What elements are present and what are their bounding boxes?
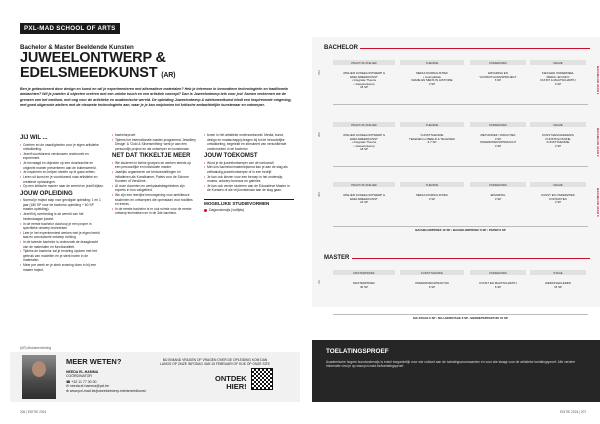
column-header: THEORIE [425, 61, 439, 65]
year-label: 1BA [318, 70, 321, 75]
list-col3-top [204, 133, 294, 151]
list-item: • We zijn een leerrijke leeromgeving voor ambitieuze studenten en ontwerpers die openstaan voor tradities en trends. [112, 193, 196, 207]
course-cell: ERVARING EN VOORUITGANGSPROJECT 6 SP [479, 71, 517, 83]
studievorm-item: Dagonderwijs (voltijds) [204, 208, 294, 213]
heading-tikkeltje-meer: NET DAT TIKKELTJE MEER [112, 153, 191, 160]
row-divider [333, 166, 588, 167]
ontdek-callout: ONTDEK HIER! [215, 374, 247, 391]
intro-paragraph: Ben je gefascineerd door design en kunst en wil je experimenteren met alternatieve materialen? Heb je interesse in innovatieve technologieën en traditionele ambachten? Wil je juwelen & objecten creëren met een unieke touch en een artistiek concept? Dan is Juweelontwerp iets voor jou! Samen verkennen we de grenzen van het medium, met oog voor de artistieke en academische wereld. De opleiding Juweelontwerp & edelsmeedkunst biedt een inspirerende omgeving, met goed uitgeruste ateliers met de nieuwste technologieën aan, waar je je kan ontplooien tot kritische ambachtelijke kunstenaar en ontwerper. [20, 87, 292, 107]
course-cell: MASTERPROEF 30 SP [352, 281, 375, 289]
column-header: PRAKTIJK ATELIER [351, 183, 377, 187]
bachelor-rule [360, 48, 590, 49]
contact-website[interactable]: ⊕ www.pxl-mad.be/juweelontwerp-edelsmeedkunst [66, 388, 146, 393]
column-header: STAGE [553, 271, 563, 275]
list-item: • Je bevraagd en objecten op een doorbrachte en originele manier presenteren aan de buitenwereld. [20, 161, 104, 170]
row-divider [333, 314, 588, 315]
master-rule [352, 258, 590, 259]
contact-heading: MEER WETEN? [66, 357, 122, 366]
studievormen-heading: MOGELIJKE STUDIEVORMEN [204, 199, 294, 207]
list-item: • In de eerste bachelor doorloop je een proper in specifieke ontwerp technieken [20, 222, 104, 231]
list-col2-top [112, 133, 196, 151]
column-header: KUNSTTHEORIE [421, 271, 443, 275]
list-item: • Op een kritische manier naar de wereld en jezelf kijken. [20, 184, 104, 189]
list-item: • Al onze docenten en werkplaatsbegeleiders zijn experts in hun vakgebied. [112, 184, 196, 193]
toelating-heading: TOELATINGSPROEF [326, 348, 389, 355]
master-footer: MA-STAGE 6 SP • MA-LEERSTAGE 6 SP • BEROEPSPRAKTIJK 15 SP [413, 316, 508, 320]
avatar [22, 355, 56, 399]
list-item: • Normal je traject stap voor gevolgde opleiding: 1 en 1 jaar (180 SP voor de bachelor-opleiding + 60 SP master-opleiding). [20, 198, 104, 212]
bachelor-heading: BACHELOR [324, 45, 358, 51]
bachelor-footer: BACHELORPROEF 12 SP • BACHELORPROEF 6 SP • PAPER 6 SP [415, 228, 506, 232]
qr-code-icon[interactable] [251, 368, 273, 390]
footnote: (AR) Afstudeerrichting [20, 346, 52, 350]
list-item: • Creëren en de vaardigheden voor je eigen artistieke ontwikkeling. [20, 143, 104, 152]
list-item: • Je kan ook kiezen voor een beroep in het onderwijs, musea, ontwerp bureaus en galeries. [204, 175, 294, 184]
side-label: BACHELOR JAAR 3 [596, 188, 600, 217]
side-label: BACHELOR JAAR 2 [596, 128, 600, 157]
course-cell: ATELIER JUWEELONTWERP & EDELSMEEDKUNST 24 SP [343, 193, 385, 205]
column-2 [112, 133, 196, 216]
contact-role: COÖRDINATOR [66, 374, 92, 379]
column-header: ONDERZOEK [489, 123, 507, 127]
program-overtitle: Bachelor & Master Beeldende Kunsten [20, 44, 134, 51]
list-jouw-toekomst [204, 161, 294, 193]
list-item: • Jezelf voortdurend vernieuwen onderzoek en experiment. [20, 152, 104, 161]
list-item: • bachelorproef. [112, 133, 196, 138]
contact-email[interactable]: ✉ needa.el-hamma@pxl.be [66, 384, 110, 389]
course-cell: ERVARING 3 SP [490, 193, 506, 201]
list-item: • Leer je het experimenteel werken met je eigen beeld taal en conceptuele ontwerp richting [20, 231, 104, 240]
info-text: BIJ IEMAND VRAGEN OF VRAGEN OVER DE OPLEIDING KOM DAN LANGS OP ONZE INFODAG VAN 15 FEBRUARI OF KIJK OP ONZE SITE [160, 358, 270, 367]
course-cell: KIES EEN ONDERDEEL MEDIA- EN INFO KUNST & MAATSCHAPPIJ 3 SP [540, 71, 576, 86]
column-header: ONDERZOEK [489, 183, 507, 187]
list-item: • Jezelf bij overtreding is de wereld van het hedendaagse juweel. [20, 212, 104, 221]
column-3 [204, 133, 294, 213]
course-cell: KUNST EN MAATSCHAPPIJ 6 SP [479, 281, 517, 289]
column-header: PRAKTIJK ATELIER [351, 123, 377, 127]
list-item: • Jaarlijks organiseren we tentoonstellingen en initiatieven als Kunstkamer, Paleis voor de Schone Kunsten of Vendôme. [112, 170, 196, 184]
list-item: • Leren uit kunst en je voortdurend naar artistieke en creatieve oplossingen. [20, 175, 104, 184]
list-item: • Word je de juweelontwerper van de toekomst! [204, 161, 294, 166]
heading-jij-wil: JIJ WIL ... [20, 135, 48, 141]
master-heading: MASTER [324, 255, 350, 261]
list-item: • Meer per week en je sterk ervaring doen in bij een master traject. [20, 263, 104, 272]
list-tikkeltje-meer [112, 161, 196, 216]
side-label: BACHELOR JAAR 1 [596, 66, 600, 95]
course-cell: METHODIEK / DIDACTIEK 3 SP ONDERZOEKSOPDRACHT 3 SP [479, 133, 517, 148]
course-cell: ATELIER JUWEELONTWERP & EDELSMEEDKUNST • Integratie Theorie • Juweelontwerp 18 SP [343, 133, 385, 152]
list-item: • tonen in het artistieke onderzoeksveld. Media, kunst, design en maatschappij dragen bij tot de inhoudelijke ontwikkeling, begeleidt en stimuleert van verschillende onderzoeken in de bachelor. [204, 133, 294, 151]
column-header: KEUZE [553, 61, 563, 65]
bullet-dot-icon [204, 209, 207, 212]
page-title: JUWEELONTWERP & EDELSMEEDKUNST (AR) [20, 50, 176, 81]
column-header: THEORIE [425, 183, 439, 187]
row-divider [333, 104, 588, 105]
list-item: • In de eerste bachelor is er ook ruimte voor de eerste ontwerp technieken en in de 3de bachelor. [112, 207, 196, 216]
course-cell: MEDIAJOURNALISTIEK 3 SP [416, 193, 448, 201]
list-item: • Tijdens het internationale master-programma 'Jewellery Design' & 'Gold & Silversmithing' werk je aan een persoonlijk project en als ontwerper en kunstenaar. [112, 138, 196, 152]
course-cell: WERKPLEKLEREN 15 SP [545, 281, 571, 289]
list-item: • Met ons bachelor/masterdiploma kan je aan de slag als zelfstandig juweelontwerper of in een bedrijf. [204, 165, 294, 174]
heading-jouw-toekomst: JOUW TOEKOMST [204, 153, 258, 159]
year-label: 3BA [318, 192, 321, 197]
contact-name: NEEDA EL-HAMMA [66, 370, 99, 374]
column-header: ONDERZOEK [489, 61, 507, 65]
course-cell: KUNSTTHEORIE TEKENEN en BEELD & TECHNIEK 6-7 SP [408, 133, 456, 145]
toelating-text: Academische hogere kunstonderwijs is enkel toegankelijk voor wie voldoet aan de toelatingsvoorwaarden en voor wie slaagt voor de artistieke toelatingsproef. Alle verdere informatie vind je op www.pxl-mad.be/toelatingsproef. [326, 360, 576, 369]
column-header: KEUZE [553, 123, 563, 127]
column-header: KEUZE [553, 183, 563, 187]
list-item: • Je kan ook verder studeren aan de Educatieve Master in de Kunsten of als vrij kunstenaar aan de slag gaan. [204, 184, 294, 193]
list-item: • Tijdens de bachelor zal je ervaring opdoen met het gebruik van modellen en je sterk inzien in de materialen. [20, 249, 104, 263]
course-cell: KUNSTGESCHIEDENIS KUNSTFILOSOFIE KUNSTTHEORIE 3 SP [542, 133, 574, 148]
list-jouw-opleiding [20, 198, 104, 272]
page-number-right: EDITIE 2024 | 207 [560, 410, 587, 414]
list-item: • Je inspireren en helpen ideeën op te gaan zetten. [20, 170, 104, 175]
school-tag: PXL-MAD SCHOOL OF ARTS [20, 23, 120, 34]
column-header: MASTERPROEF [353, 271, 375, 275]
column-1 [20, 133, 104, 273]
column-header: PRAKTIJK ATELIER [351, 61, 377, 65]
page-number-left: 206 | EDITIE 2024 [20, 410, 47, 414]
year-label: 2BA [318, 132, 321, 137]
list-item: • We studeren in kleine groepen en werken steeds op een persoonlijke en individuele manier. [112, 161, 196, 170]
course-cell: MEDIAJOURNALISTIEK • Journalistiek KEMIE EN MENS IN HISTORIE 3 SP [411, 71, 453, 86]
list-jij-wil [20, 143, 104, 189]
course-cell: ATELIER JUWEELONTWERP & EDELSMEEDKUNST • Integratie Theorie • Juweelontwerp 18 SP [343, 71, 385, 90]
contact-details [66, 370, 146, 393]
contact-phone[interactable]: ☎ +32 11 77 00 00 [66, 379, 97, 384]
column-header: ONDERZOEK [489, 271, 507, 275]
course-cell: KUNST EN ONDERZOEK KONTAKTEN 3 SP [541, 193, 575, 205]
course-cell: ONDERZOEKSPRAKTIJK 6 SP [414, 281, 450, 289]
year-label: MA [318, 280, 321, 284]
heading-jouw-opleiding: JOUW OPLEIDING [20, 190, 73, 197]
row-divider [333, 226, 588, 227]
column-header: THEORIE [425, 123, 439, 127]
list-item: • In de tweede bachelor is onderzoek de draagkracht van de materialen en functionaliteit. [20, 240, 104, 249]
